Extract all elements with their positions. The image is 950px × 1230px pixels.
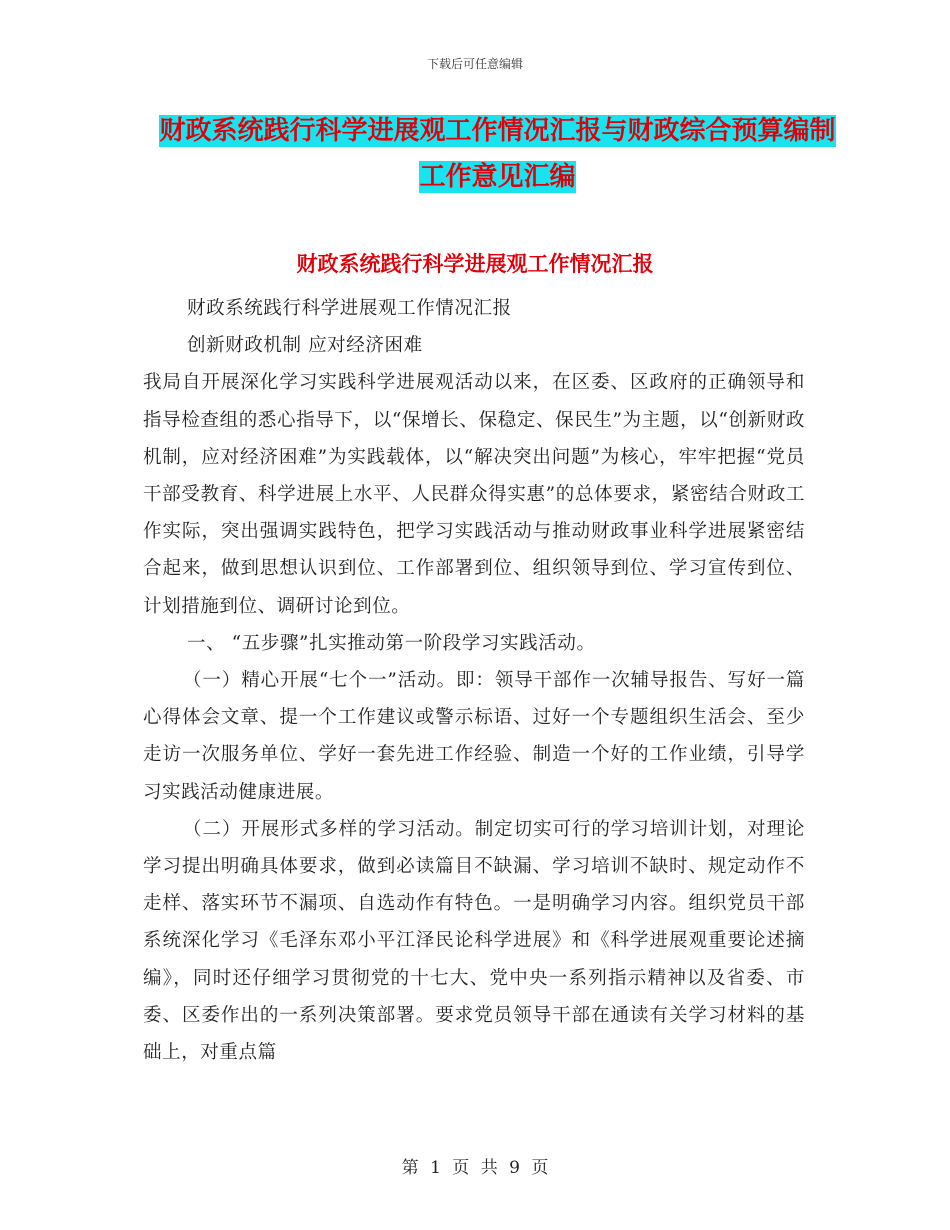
document-main-title (150, 108, 845, 200)
paragraph-theme-line: 创新财政机制 应对经济困难 (187, 335, 423, 357)
page-footer-page-number: 第 1 页 共 9 页 (401, 1158, 549, 1178)
paragraph-report-title: 财政系统践行科学进展观工作情况汇报 (187, 298, 512, 319)
paragraph-item-two: （二）开展形式多样的学习活动。制定切实可行的学习培训计划，对理论学习提出明确具体要求，做到必读篇目不缺漏、学习培训不缺时、规定动作不走样、落实环节不漏项、自选动作有特色。一是明确学习内容。组织党员干部系统深化学习《毛泽东邓小平江泽民论科学进展》和《科学进展观重要论述摘编》，同时还仔细学习贯彻党的十七大、党中央一系列指示精神以及省委、市委、区委作出的一系列决策部署。要求党员领导干部在通读有关学习材料的基础上，对重点篇 (143, 818, 805, 1064)
document-body (143, 290, 805, 1071)
main-title-text: 财政系统践行科学进展观工作情况汇报与财政综合预算编制工作意见汇编 (159, 116, 836, 192)
page-header-note: 下载后可任意编辑 (426, 57, 523, 71)
section-title: 财政系统践行科学进展观工作情况汇报 (296, 252, 654, 276)
paragraph-section-one: 一、 “五步骤”扎实推动第一阶段学习实践活动。 (187, 632, 596, 654)
paragraph-intro: 我局自开展深化学习实践科学进展观活动以来，在区委、区政府的正确领导和指导检查组的悉心指导下，以“保增长、保稳定、保民生”为主题，以“创新财政机制，应对经济困难”为实践载体，以“解决突出问题”为核心，牢牢把握“党员干部受教育、科学进展上水平、人民群众得实惠”的总体要求，紧密结合财政工作实际，突出强调实践特色，把学习实践活动与推动财政事业科学进展紧密结合起来，做到思想认识到位、工作部署到位、组织领导到位、学习宣传到位、计划措施到位、调研讨论到位。 (143, 372, 805, 617)
paragraph-item-one: （一）精心开展“七个一”活动。即：领导干部作一次辅导报告、写好一篇心得体会文章、提一个工作建议或警示标语、过好一个专题组织生活会、至少走访一次服务单位、学好一套先进工作经验、制造一个好的工作业绩，引导学习实践活动健康进展。 (143, 670, 805, 803)
